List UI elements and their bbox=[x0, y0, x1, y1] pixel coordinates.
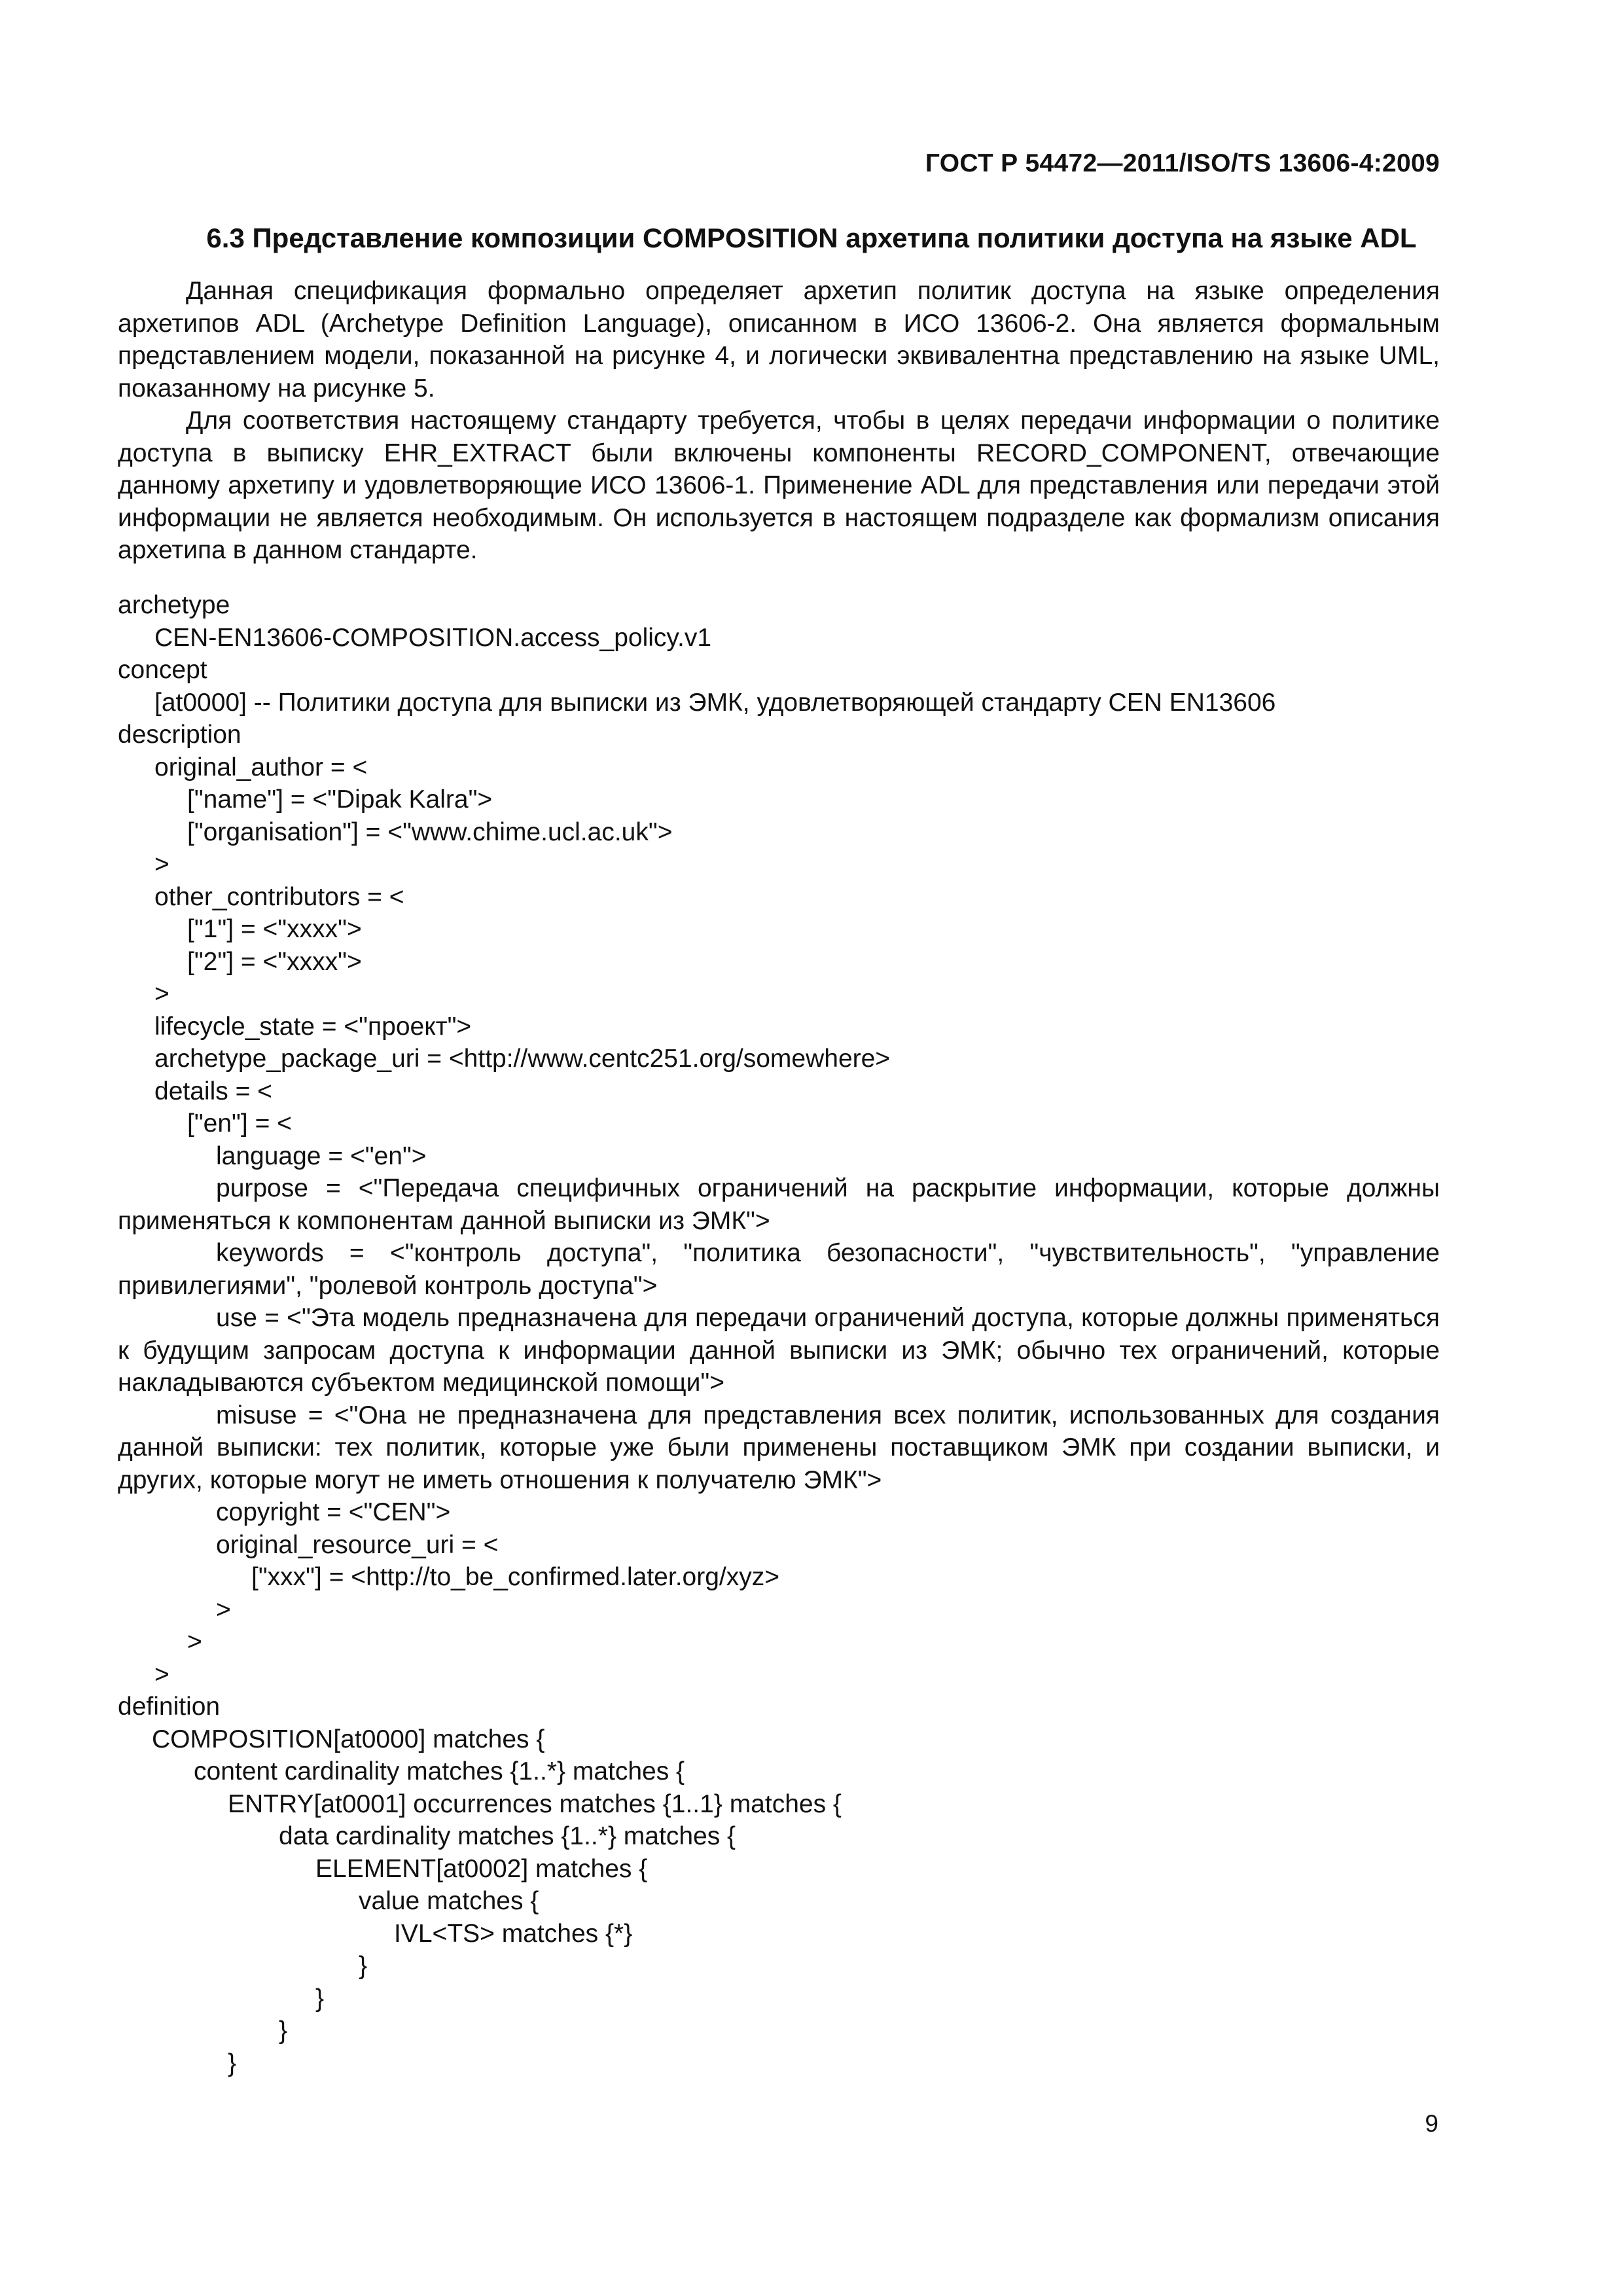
code-line: ["name"] = <"Dipak Kalra"> bbox=[187, 785, 493, 814]
code-line: > bbox=[216, 1595, 231, 1624]
code-line: data cardinality matches {1..*} matches { bbox=[279, 1822, 736, 1850]
code-line: CEN-EN13606-COMPOSITION.access_policy.v1 bbox=[154, 623, 712, 652]
code-line: > bbox=[154, 1660, 169, 1689]
code-line: } bbox=[279, 2017, 288, 2045]
code-line: [at0000] -- Политики доступа для выписки из ЭМК, удовлетворяющей стандарту CEN EN13606 bbox=[154, 688, 1276, 717]
code-line: IVL<TS> matches {*} bbox=[394, 1919, 633, 1948]
page-number: 9 bbox=[1425, 2110, 1438, 2137]
code-line: original_author = < bbox=[154, 753, 368, 781]
code-line: } bbox=[359, 1952, 368, 1980]
code-line: ["organisation"] = <"www.chime.ucl.ac.uk"> bbox=[187, 817, 673, 846]
code-line: COMPOSITION[at0000] matches { bbox=[152, 1725, 545, 1753]
code-line: } bbox=[228, 2049, 237, 2077]
code-line-wrapped: purpose = <"Передача специфичных ограничений на раскрытие информации, которые должны применяться к компонентам данной выписки из ЭМК"> bbox=[118, 1174, 1440, 1235]
code-line: language = <"en"> bbox=[216, 1141, 427, 1170]
paragraph-2: Для соответствия настоящему стандарту требуется, чтобы в целях передачи информации о политике доступа в выписку EHR_EXTRACT были включены компоненты RECORD_COMPONENT, отвечающие данному архетипу и удовлетворяющие ИСО 13606-1. Применение ADL для представления или передачи этой информации не является необходимым. Он используется в настоящем подразделе как формализм описания архетипа в данном стандарте. bbox=[118, 406, 1440, 564]
section-title: 6.3 Представление композиции COMPOSITION архетипа политики доступа на языке ADL bbox=[206, 223, 1417, 253]
code-line: > bbox=[187, 1628, 202, 1656]
code-line: original_resource_uri = < bbox=[216, 1530, 499, 1559]
page-header-standard-id: ГОСТ Р 54472—2011/ISO/TS 13606-4:2009 bbox=[925, 149, 1440, 177]
code-line: value matches { bbox=[359, 1887, 539, 1915]
code-line: ["xxx"] = <http://to_be_confirmed.later.org/xyz> bbox=[251, 1563, 780, 1591]
code-line-wrapped: misuse = <"Она не предназначена для представления всех политик, использованных для создания данной выписки: тех политик, которые уже были применены поставщиком ЭМК при создании выписки, и других, которые могут не иметь отношения к получателю ЭМК"> bbox=[118, 1401, 1440, 1494]
code-line: description bbox=[118, 721, 241, 749]
code-line: ["2"] = <"xxxx"> bbox=[187, 947, 362, 976]
code-line: concept bbox=[118, 656, 207, 684]
code-line: copyright = <"CEN"> bbox=[216, 1498, 451, 1526]
code-line: > bbox=[154, 980, 169, 1008]
code-line: lifecycle_state = <"проект"> bbox=[154, 1012, 472, 1041]
code-line: ENTRY[at0001] occurrences matches {1..1} matches { bbox=[228, 1789, 842, 1818]
code-line: archetype bbox=[118, 591, 230, 619]
code-line: definition bbox=[118, 1693, 221, 1721]
code-line: } bbox=[315, 1984, 325, 2013]
code-line: ["en"] = < bbox=[187, 1109, 292, 1138]
code-line: other_contributors = < bbox=[154, 882, 404, 911]
code-line-wrapped: use = <"Эта модель предназначена для передачи ограничений доступа, которые должны применяться к будущим запросам доступа к информации данной выписки из ЭМК; обычно тех ограничений, которые накладываются субъектом медицинской помощи"> bbox=[118, 1304, 1440, 1397]
code-line: archetype_package_uri = <http://www.centc251.org/somewhere> bbox=[154, 1045, 891, 1073]
code-line: ELEMENT[at0002] matches { bbox=[315, 1854, 648, 1883]
code-line: content cardinality matches {1..*} matches { bbox=[194, 1757, 685, 1785]
code-line: details = < bbox=[154, 1077, 272, 1105]
code-line-wrapped: keywords = <"контроль доступа", "политика безопасности", "чувствительность", "управление привилегиями", "ролевой контроль доступа"> bbox=[118, 1239, 1440, 1300]
body-text bbox=[118, 275, 1440, 567]
paragraph-1: Данная спецификация формально определяет архетип политик доступа на языке определения архетипов ADL (Archetype Definition Language), описанном в ИСО 13606-2. Она является формальным представлением модели, показанной на рисунке 4, и логически эквивалентна представлению на языке UML, показанному на рисунке 5. bbox=[118, 277, 1440, 403]
code-line: ["1"] = <"xxxx"> bbox=[187, 915, 362, 943]
code-line: > bbox=[154, 850, 169, 878]
adl-code-listing bbox=[118, 589, 1440, 2079]
